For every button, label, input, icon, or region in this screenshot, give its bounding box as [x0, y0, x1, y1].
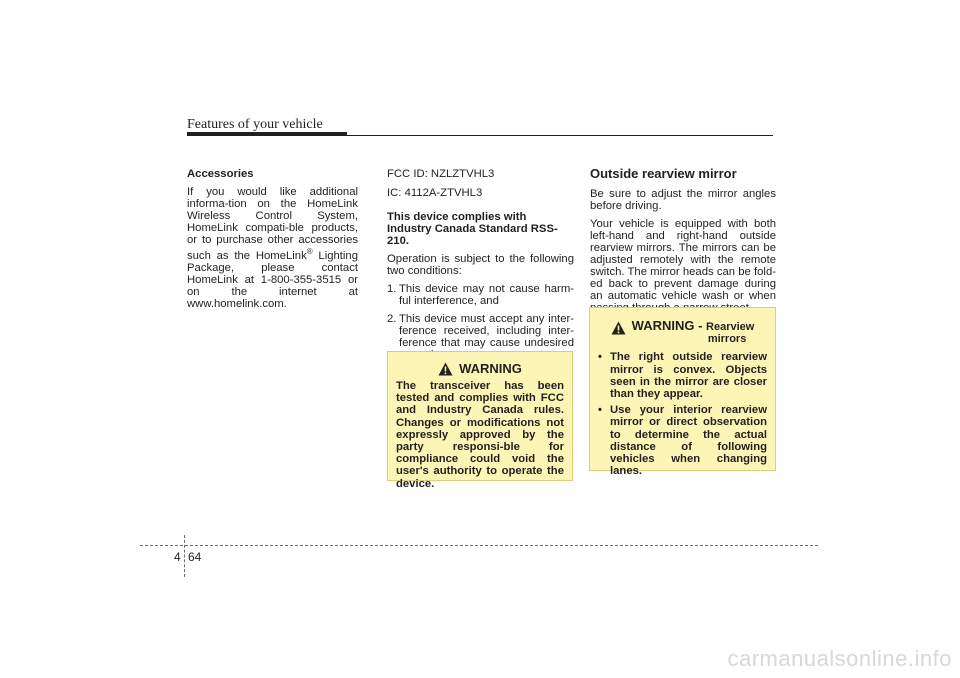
warning-subtitle: Rearview: [706, 321, 755, 333]
chapter-number: 4: [174, 550, 181, 564]
header-rule-thin: [187, 135, 773, 136]
mirror-warning-box: [589, 307, 776, 478]
ic-number: IC: 4112A-ZTVHL3: [387, 187, 483, 199]
bullet-text: The right outside rearview mirror is convex. Objects seen in the mirror are closer than they appear.: [610, 351, 767, 401]
fcc-warning-box: [387, 351, 573, 490]
accessories-body-part1: If you would like additional informa-tion on the HomeLink Wireless Control System, HomeLink compati-ble products, or to purchase other accessories such as the HomeLink: [187, 186, 358, 262]
warning-bullet: [598, 351, 767, 400]
fcc-column: [387, 168, 574, 367]
accessories-heading: Accessories: [187, 168, 254, 180]
warning-title-block: [632, 320, 755, 345]
mirror-paragraph: Be sure to adjust the mirror angles before driving.: [590, 188, 776, 212]
accessories-column: [187, 168, 358, 316]
warning-text: The transceiver has been tested and complies with FCC and Industry Canada rules. Changes or modifications not expressly approved by the party responsi-ble for compliance could void the user's authority to operate the device.: [396, 380, 564, 490]
footer-rule: [140, 545, 818, 546]
fcc-id: FCC ID: NZLZTVHL3: [387, 168, 495, 180]
warning-triangle-icon: [438, 362, 453, 376]
mirror-paragraph: Your vehicle is equipped with both left-hand and right-hand outside rearview mirrors. The mirrors can be adjusted remotely with the remote switch. The mirror heads can be fold-ed back to prevent damage during an automatic vehicle wash or when: [590, 218, 776, 302]
page-header-title: Features of your vehicle: [187, 117, 323, 132]
warning-triangle-icon: [611, 321, 626, 335]
page-number: 64: [188, 550, 202, 564]
bullet-dot-icon: •: [598, 351, 602, 364]
bullet-dot-icon: •: [598, 404, 602, 417]
warning-header: [396, 362, 564, 376]
footer-vertical-rule: [184, 535, 185, 577]
warning-bullet: [598, 404, 767, 477]
accessories-body-part2: Lighting Package, please contact HomeLink at 1-800-355-3515 or on the internet at www.homelink.com.: [187, 249, 358, 310]
registered-mark: ®: [306, 247, 313, 256]
condition-text: This device may not cause harm-ful interference, and: [399, 283, 574, 307]
watermark: carmanualsonline.info: [727, 646, 952, 671]
compliance-statement: This device complies with Industry Canada Standard RSS-210.: [387, 211, 558, 247]
warning-subtitle: mirrors: [707, 333, 747, 346]
mirror-column: [590, 167, 776, 320]
conditions-intro: Operation is subject to the following two conditions:: [387, 253, 574, 277]
accessories-body: [187, 186, 358, 310]
mirror-heading: Outside rearview mirror: [590, 166, 737, 181]
warning-header: [598, 320, 767, 345]
bullet-text: Use your interior rearview mirror or direct observation to determine the actual distance of following vehicles when changing lanes.: [610, 404, 767, 478]
condition-number: 2.: [387, 313, 397, 325]
condition-number: 1.: [387, 283, 397, 295]
warning-title: WARNING -: [631, 318, 707, 333]
warning-title: WARNING: [459, 360, 522, 376]
condition-text: This device must accept any inter-ference received, including inter-ference that may cause undesired: [399, 313, 574, 349]
condition-item: [387, 283, 574, 307]
